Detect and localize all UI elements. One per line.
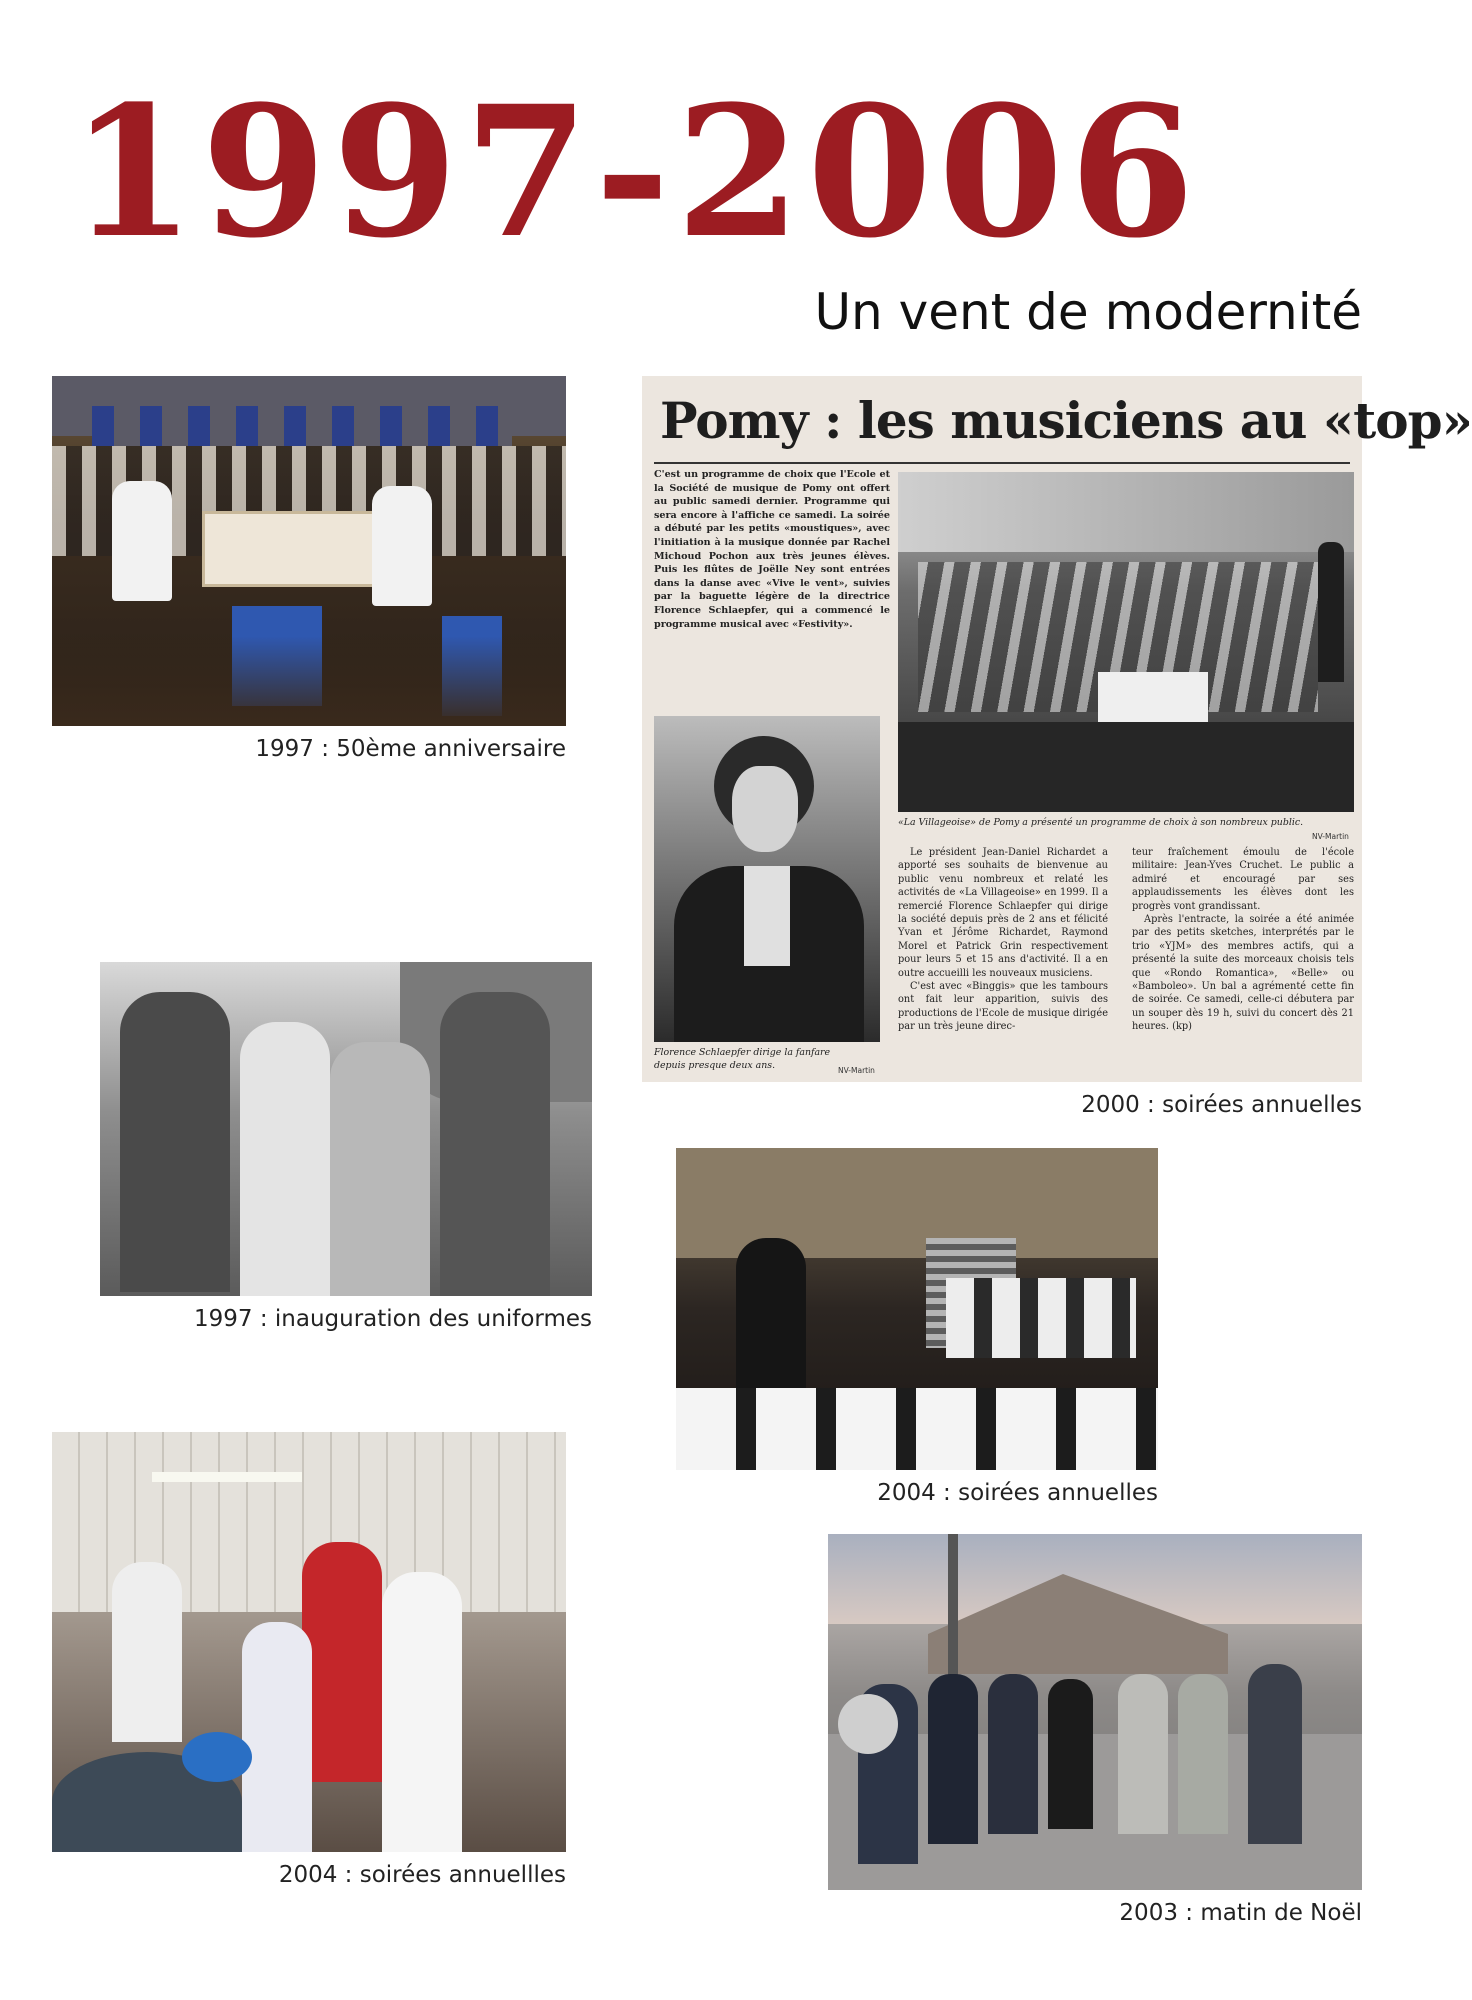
news-paragraph: C'est avec «Binggis» que les tambours ont fait leur apparition, suivis des productions de l'Ecole de musique dirigée par un très jeune direc- bbox=[898, 981, 1108, 1033]
news-photo-concert bbox=[898, 472, 1354, 812]
news-column-2 bbox=[1132, 846, 1354, 1074]
news-divider bbox=[654, 462, 1350, 464]
news-column-1 bbox=[898, 846, 1108, 1074]
photo-uniforms-inauguration bbox=[100, 962, 592, 1296]
photo-caption: 2003 : matin de Noël bbox=[1119, 1900, 1362, 1926]
photo-caption: 2004 : soirées annuellles bbox=[278, 1862, 566, 1888]
photo-2004-kitchen bbox=[52, 1432, 566, 1852]
news-photo-caption: «La Villageoise» de Pomy a présenté un programme de choix à son nombreux public. bbox=[898, 817, 1304, 828]
photo-caption: 1997 : 50ème anniversaire bbox=[255, 736, 566, 762]
page-subtitle: Un vent de modernité bbox=[814, 283, 1362, 341]
photo-50th-anniversary bbox=[52, 376, 566, 726]
photo-2003-christmas-morning bbox=[828, 1534, 1362, 1890]
photo-caption: 2004 : soirées annuelles bbox=[877, 1480, 1158, 1506]
newspaper-caption: 2000 : soirées annuelles bbox=[1081, 1092, 1362, 1118]
photo-2004-band bbox=[676, 1148, 1158, 1470]
news-portrait-caption: Florence Schlaepfer dirige la fanfare depuis presque deux ans. bbox=[654, 1047, 831, 1071]
news-photo-credit: NV-Martin bbox=[1312, 832, 1349, 841]
news-lead-paragraph: C'est un programme de choix que l'Ecole et la Société de musique de Pomy ont offert au public samedi dernier. Programme qui sera encore à l'affiche ce samedi. La soirée a débuté par les petits «moustiques», avec l'initiation à la musique donnée par Rachel Michoud Pochon aux très jeunes élèves. Puis les flûtes de Joëlle Ney sont entrées dans la danse avec «Vive le vent», suivies par la baguette légère de la directrice Florence Schlaepfer, qui a commencé le programme musical avec «Festivity». bbox=[654, 469, 890, 630]
news-paragraph: teur fraîchement émoulu de l'école militaire: Jean-Yves Cruchet. Le public a admiré et encouragé par ses applaudissements les élèves dont les progrès vont grandissant. bbox=[1132, 847, 1354, 912]
photo-caption: 1997 : inauguration des uniformes bbox=[194, 1306, 592, 1332]
news-portrait-credit: NV-Martin bbox=[838, 1066, 875, 1075]
news-paragraph: Le président Jean-Daniel Richardet a apporté ses souhaits de bienvenue au public venu nombreux et relaté les activités de «La Villageoise» en 1999. Il a remercié Florence Schlaepfer qui dirige la société depuis près de 2 ans et félicité Yvan et Jérôme Richardet, Raymond Morel et Patrick Grin respectivement pour leurs 5 et 15 ans d'activité. Il a en outre accueilli les nouveaux musiciens. bbox=[898, 847, 1108, 979]
news-headline: Pomy : les musiciens au «top» bbox=[660, 391, 1472, 450]
newspaper-clipping bbox=[642, 376, 1472, 1082]
page-title: 1997-2006 bbox=[70, 67, 1201, 278]
news-paragraph: Après l'entracte, la soirée a été animée par des petits sketches, interprétés par le trio «YJM» des membres actifs, qui a présenté la suite des morceaux choisis tels que «Rondo Romantica», «Belle» ou «Bamboleo». Un bal a agrémenté cette fin de soirée. Ce samedi, celle-ci débutera par un souper dès 19 h, suivi du concert dès 21 heures. (kp) bbox=[1132, 914, 1354, 1033]
news-photo-portrait bbox=[654, 716, 880, 1042]
